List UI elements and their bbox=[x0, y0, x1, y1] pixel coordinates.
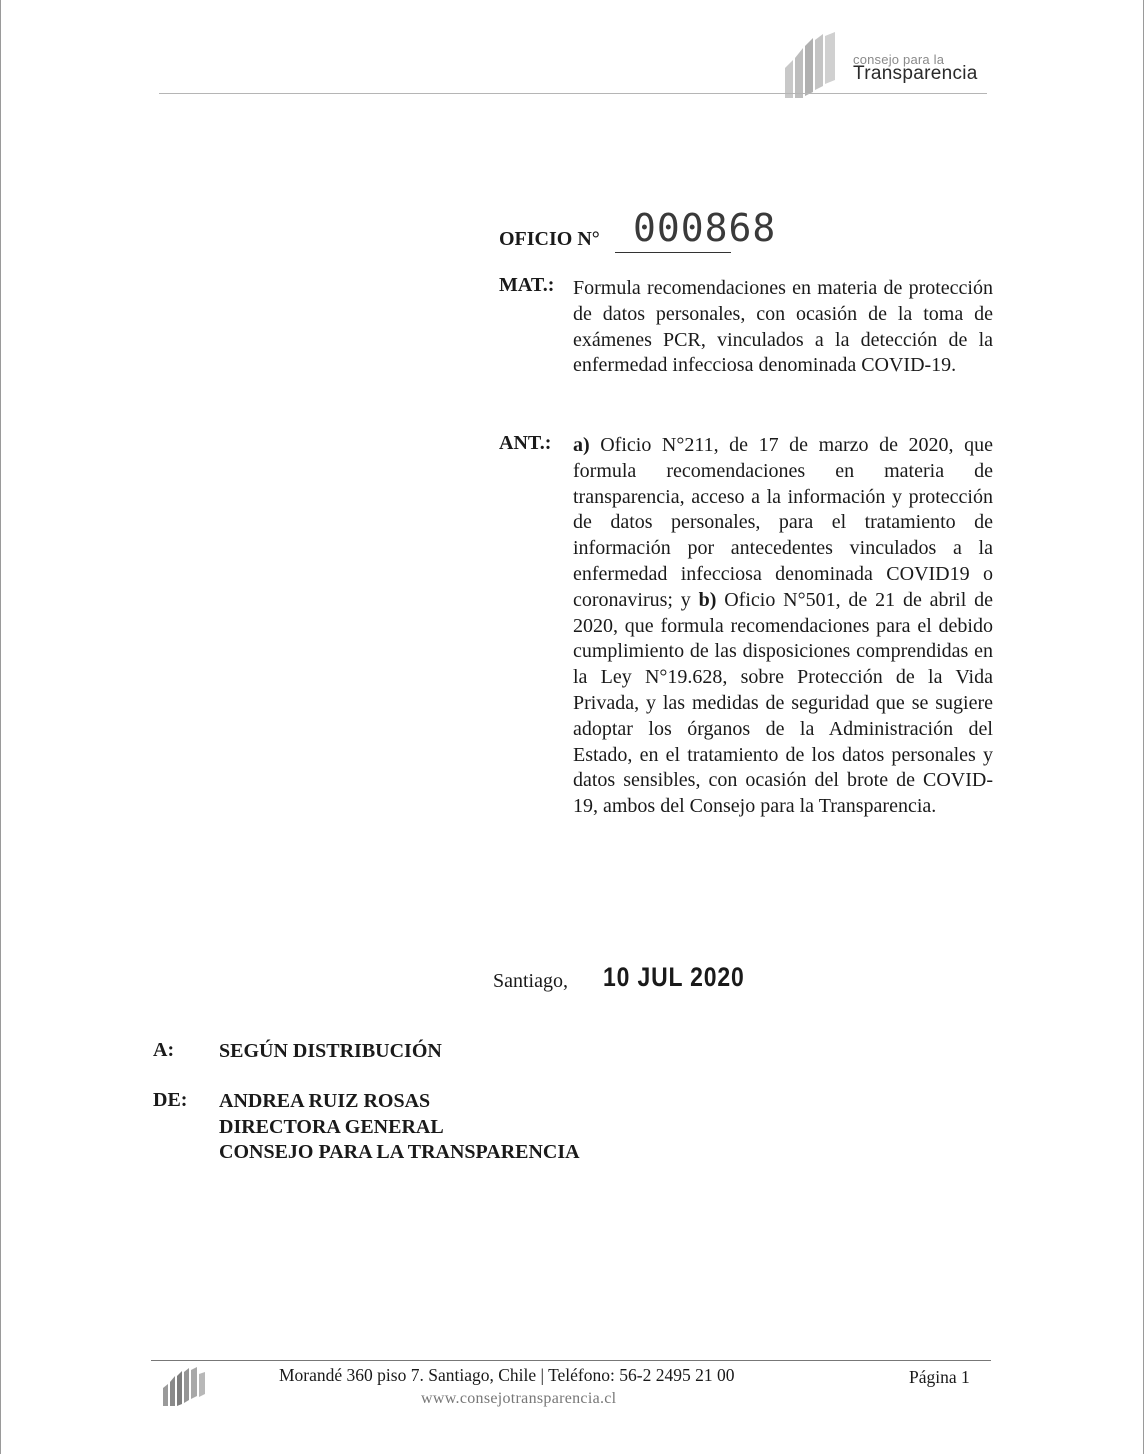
ant-text bbox=[573, 433, 993, 820]
footer-logo-icon bbox=[161, 1366, 209, 1411]
logo-title: Transparencia bbox=[853, 63, 978, 84]
mat-label: MAT.: bbox=[499, 274, 555, 296]
to-value: SEGÚN DISTRIBUCIÓN bbox=[219, 1040, 442, 1062]
from-position: DIRECTORA GENERAL bbox=[219, 1115, 444, 1138]
footer-website: www.consejotransparencia.cl bbox=[421, 1390, 617, 1407]
header-logo bbox=[783, 30, 1003, 100]
oficio-label: OFICIO N° bbox=[499, 228, 600, 250]
place-label: Santiago, bbox=[493, 970, 568, 992]
oficio-number: 000868 bbox=[633, 206, 777, 250]
to-label: A: bbox=[153, 1039, 175, 1061]
oficio-underline bbox=[615, 252, 731, 253]
date-stamp: 10 JUL 2020 bbox=[603, 962, 745, 992]
ant-b-marker: b) bbox=[698, 588, 717, 611]
ant-a-marker: a) bbox=[573, 434, 590, 456]
from-label: DE: bbox=[153, 1089, 188, 1111]
logo-stripes-icon bbox=[783, 30, 853, 100]
footer-address: Morandé 360 piso 7. Santiago, Chile | Teléfono: 56-2 2495 21 00 bbox=[279, 1365, 735, 1385]
mat-text: Formula recomendaciones en materia de protección de datos personales, con ocasión de la toma de exámenes PCR, vinculados a la detección de la enfermedad infecciosa denominada COVID-19. bbox=[573, 277, 993, 377]
ant-label: ANT.: bbox=[499, 432, 552, 454]
footer-divider bbox=[151, 1360, 991, 1361]
header-divider bbox=[159, 93, 987, 94]
ant-b-text: Oficio N°501, de 21 de abril de 2020, que formula recomendaciones para el debido cumplimiento de las disposiciones comprendidas en la Ley N°19.628, sobre Protección de la Vida Privada, y las medidas de seguridad que se sugiere adoptar los órganos de la Administración del Estado, en el tratamiento de los datos personales y datos sensibles, con ocasión del brote de COVID-19, ambos del Consejo para la Transparencia. bbox=[573, 588, 993, 818]
page-number: Página 1 bbox=[909, 1367, 970, 1387]
logo-subtitle: consejo para la bbox=[853, 52, 945, 67]
from-organization: CONSEJO PARA LA TRANSPARENCIA bbox=[219, 1141, 580, 1163]
from-name: ANDREA RUIZ ROSAS bbox=[219, 1090, 431, 1112]
from-lines bbox=[219, 1089, 580, 1166]
ant-a-text: Oficio N°211, de 17 de marzo de 2020, que formula recomendaciones en materia de transparencia, acceso a la información y protección de datos personales, para el tratamiento de información por antecedentes vinculados a la enfermedad infecciosa denominada COVID19 o coronavirus; y bbox=[573, 434, 993, 611]
